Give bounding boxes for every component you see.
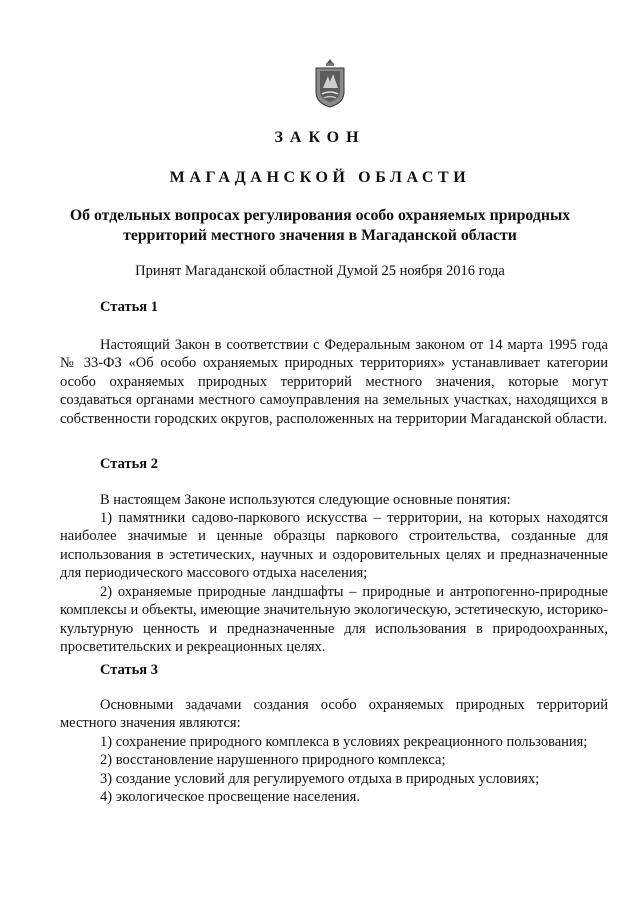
article-2-definition-2: 2) охраняемые природные ландшафты – природные и антропогенно-природные комплексы и объекты, имеющие значительную экологическую, эстетическую, историко-культурную ценность и предназначенные для использования в природоохранных, просветительских и рекреационных целях.: [60, 584, 608, 656]
article-2-heading: Статья 2: [100, 456, 158, 472]
article-3-task-list: [60, 733, 608, 807]
list-item: 1) сохранение природного комплекса в условиях рекреационного пользования;: [100, 734, 588, 750]
law-title: Об отдельных вопросах регулирования особо охраняемых природных территорий местного значения в Магаданской области: [69, 207, 571, 244]
region-title: МАГАДАНСКОЙ ОБЛАСТИ: [169, 169, 471, 186]
article-3-heading: Статья 3: [100, 662, 158, 678]
coat-of-arms-icon: [314, 58, 346, 108]
list-item: 3) создание условий для регулируемого отдыха в природных условиях;: [100, 770, 540, 787]
article-1-paragraph: Настоящий Закон в соответствии с Федеральным законом от 14 марта 1995 года № 33-ФЗ «Об особо охраняемых природных территориях» устанавливает категории особо охраняемых природных территорий местного значения, которые могут создаваться органами местного самоуправления на земельных участках, находящихся в собственности городских округов, расположенных на территории Магаданской области.: [60, 337, 608, 427]
list-item: 4) экологическое просвещение населения.: [100, 789, 360, 806]
adoption-note: Принят Магаданской областной Думой 25 ноября 2016 года: [135, 263, 505, 279]
document-type-title: ЗАКОН: [274, 129, 366, 146]
article-2-intro: В настоящем Законе используются следующие основные понятия:: [100, 492, 511, 508]
article-3-intro: Основными задачами создания особо охраняемых природных территорий местного значения являются:: [60, 697, 608, 732]
article-1-heading: Статья 1: [100, 299, 158, 315]
list-item: 2) восстановление нарушенного природного комплекса;: [100, 752, 446, 769]
article-2-definition-1: 1) памятники садово-паркового искусства – территории, на которых находятся наиболее значимые и ценные образцы паркового строительства, созданные для использования в эстетических, научных и оздоровительных целях и предназначенные для периодического массового отдыха населения;: [60, 510, 608, 582]
